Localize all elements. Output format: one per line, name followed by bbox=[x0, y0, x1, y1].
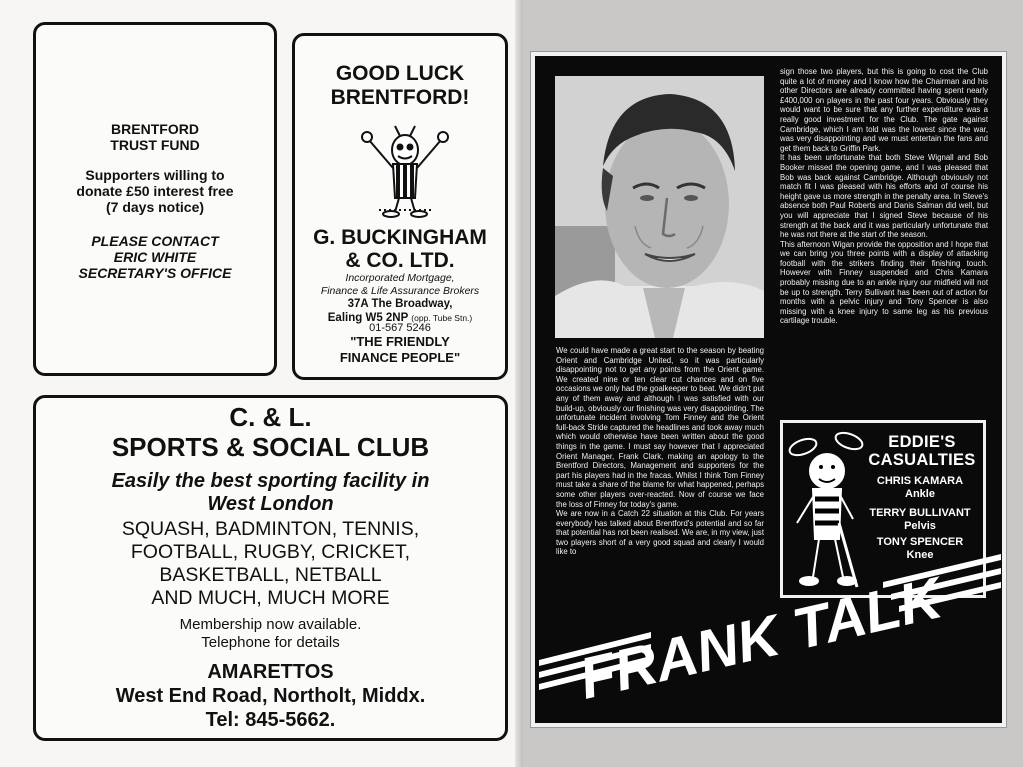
firm-name bbox=[295, 226, 505, 272]
club-slogan bbox=[36, 470, 505, 516]
club-name-initials: C. & L. bbox=[229, 402, 312, 432]
address-postcode: Ealing W5 2NP bbox=[327, 312, 409, 324]
frank-talk-headline bbox=[531, 540, 1006, 727]
tagline-line: FINANCE PEOPLE" bbox=[339, 350, 461, 365]
slogan-line: Easily the best sporting facility in bbox=[111, 470, 430, 492]
good-luck-ad bbox=[292, 33, 508, 380]
firm-address bbox=[295, 297, 505, 325]
trust-body-line: Supporters willing to bbox=[85, 167, 225, 183]
casualty-name: CHRIS KAMARA bbox=[876, 475, 964, 487]
article-paragraph: It has been unfortunate that both Steve Wignall and Bob Booker missed the opening game, and I was pleased that Bob was back against Cambridge. Although obviously not match fit I was pleased with his efforts and of course his height gave us more strength in the penalty area. In Steve's absence both Paul Roberts and Danis Salman did well, but you will appreciate that I signed Steve because of his strength at the back and it was particularly unfortunate that he was not there at the start of the season. bbox=[780, 153, 988, 240]
casualty-injury: Knee bbox=[906, 549, 934, 561]
tagline-line: "THE FRIENDLY bbox=[350, 334, 450, 349]
club-name: SPORTS & SOCIAL CLUB bbox=[111, 432, 430, 462]
casualty-injury: Ankle bbox=[905, 488, 935, 500]
description-line: Finance & Life Assurance Brokers bbox=[320, 285, 480, 297]
casualties-title-line: EDDIE'S bbox=[888, 433, 956, 451]
portrait-image bbox=[555, 76, 764, 338]
trust-contact-line: PLEASE CONTACT bbox=[91, 233, 219, 249]
trust-fund-contact bbox=[36, 233, 274, 281]
venue-line: West End Road, Northolt, Middx. bbox=[115, 685, 426, 707]
article-right-column bbox=[780, 67, 988, 326]
headline-line: BRENTFORD! bbox=[330, 86, 470, 109]
sports-line: SQUASH, BADMINTON, TENNIS, bbox=[121, 518, 420, 540]
casualty-name: TONY SPENCER bbox=[876, 536, 964, 548]
trust-body-line: (7 days notice) bbox=[105, 199, 205, 215]
membership-line: Membership now available. bbox=[179, 616, 362, 633]
casualty-entry bbox=[859, 507, 981, 533]
address-line: 37A The Broadway, bbox=[347, 298, 453, 310]
trust-title-line: BRENTFORD bbox=[111, 121, 199, 137]
good-luck-headline bbox=[295, 62, 505, 110]
club-membership bbox=[36, 616, 505, 652]
bee-mascot-icon bbox=[355, 120, 455, 220]
trust-fund-title bbox=[36, 121, 274, 153]
firm-description bbox=[295, 272, 505, 298]
trust-contact-line: SECRETARY'S OFFICE bbox=[78, 265, 232, 281]
venue-line: AMARETTOS bbox=[207, 661, 334, 683]
article-paragraph: We are now in a Catch 22 situation at this Club. For years everybody has talked about Brentford's potential and so far that potential has not been realised. We are, in my view, just two players short of a very good squad and clearly I would like to bbox=[556, 509, 764, 557]
slogan-line: West London bbox=[207, 493, 334, 515]
club-ad bbox=[33, 395, 508, 741]
firm-line: G. BUCKINGHAM bbox=[313, 226, 487, 249]
sports-line: AND MUCH, MUCH MORE bbox=[151, 587, 390, 609]
headline-line: GOOD LUCK bbox=[335, 62, 465, 85]
casualty-injury: Pelvis bbox=[904, 520, 936, 532]
trust-fund-ad bbox=[33, 22, 277, 376]
trust-contact-line: ERIC WHITE bbox=[113, 249, 197, 265]
article-paragraph: sign those two players, but this is going to cost the Club quite a lot of money and I know how the Chairman and his other Directors are already committed having spent nearly £400,000 on players in the past four years. Obviously they would want to be sure that any further expenditure was a really good investment for the Club. The gate against Cambridge, which I am told was the lowest since the war, was very disappointing and we must entertain the fans and get them back to Griffin Park. bbox=[780, 67, 988, 153]
firm-phone: 01-567 5246 bbox=[369, 322, 431, 334]
club-sports-list bbox=[36, 518, 505, 610]
trust-body-line: donate £50 interest free bbox=[76, 183, 234, 199]
membership-line: Telephone for details bbox=[201, 634, 340, 651]
article-left-column bbox=[556, 346, 764, 557]
venue-line: Tel: 845-5662. bbox=[205, 709, 336, 731]
casualties-title bbox=[865, 433, 979, 469]
sports-line: FOOTBALL, RUGBY, CRICKET, bbox=[130, 541, 411, 563]
frank-talk-text: FRANK TALK bbox=[573, 565, 948, 712]
trust-title-line: TRUST FUND bbox=[110, 137, 200, 153]
address-note: (opp. Tube Stn.) bbox=[411, 313, 473, 323]
club-venue bbox=[36, 660, 505, 732]
trust-fund-body bbox=[36, 167, 274, 215]
article-paragraph: We could have made a great start to the season by beating Orient and Cambridge United, so it was particularly disappointing not to get any points from the Orient game. We created nine or ten clear cut chances and on five occasions we only had the goalkeeper to beat. We didn't put any of them away and although I was satisfied with our build-up, obviously our finishing was very disappointing. The unfortunate incident involving Tom Finney and the Orient full-back Stride captured the headlines and took away much which would otherwise have been written about the good things in the game. I must say however that I appreciated Orient Manager, Frank Clark, making an apology to the Brentford Directors, Management and supporters for the part his players had in the fracas. Whilst I think Tom Finney must take a share of the blame for what happened, perhaps some other players over-reacted. Now of course we face the loss of Finney for today's game. bbox=[556, 346, 764, 509]
manager-portrait bbox=[555, 76, 764, 338]
firm-line: & CO. LTD. bbox=[345, 249, 455, 272]
sports-line: BASKETBALL, NETBALL bbox=[159, 564, 382, 586]
article-paragraph: This afternoon Wigan provide the opposition and I hope that we can bring you three points with a display of attacking football with the strikers finding their finishing touch. However with Finney suspended and Chris Kamara probably missing due to an ankle injury our midfield will not be up to strength. Terry Bullivant has been out of action for months with a pelvic injury and Tony Spencer is also missing with a knee injury to same leg as his previous cartilage trouble. bbox=[780, 239, 988, 326]
casualties-title-line: CASUALTIES bbox=[868, 451, 976, 469]
description-line: Incorporated Mortgage, bbox=[345, 272, 455, 284]
casualty-entry bbox=[859, 475, 981, 501]
firm-tagline bbox=[295, 334, 505, 366]
casualty-name: TERRY BULLIVANT bbox=[869, 507, 971, 519]
